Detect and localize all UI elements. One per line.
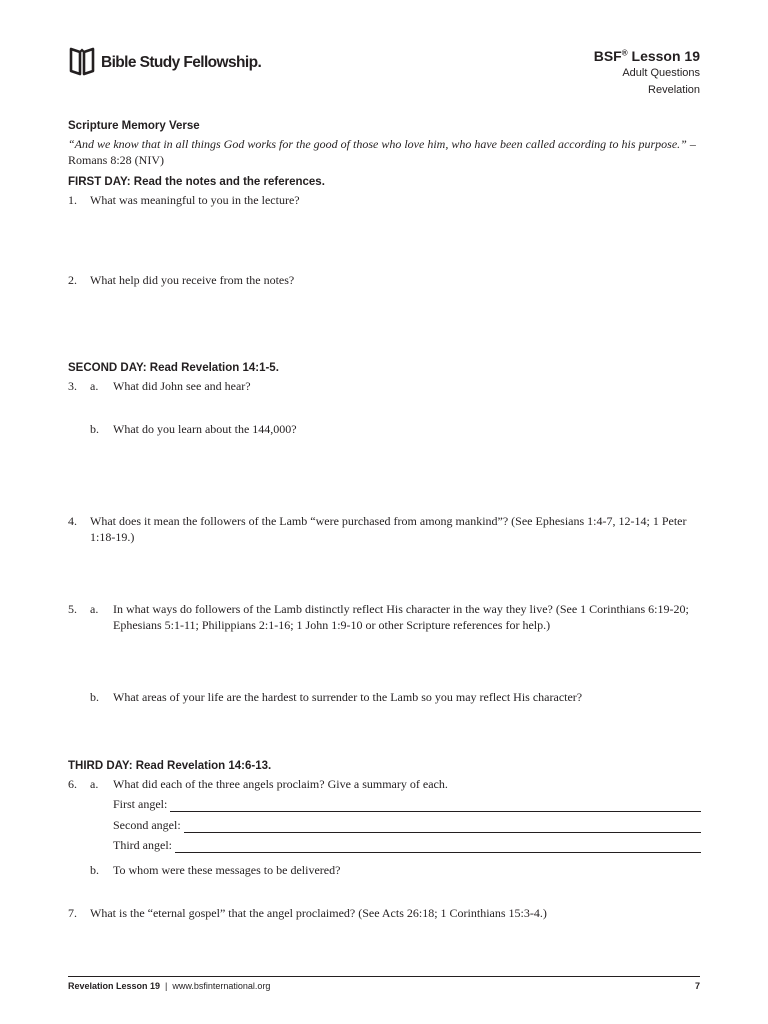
question-7-number: 7.	[68, 906, 77, 920]
question-6a-text: What did each of the three angels proclaim? Give a summary of each.	[113, 777, 448, 791]
question-2-number: 2.	[68, 273, 77, 287]
question-5-number: 5.	[68, 602, 77, 616]
question-5b-label: b.	[90, 690, 99, 704]
question-3a-label: a.	[90, 379, 99, 393]
page-number: 7	[694, 981, 700, 991]
question-1-number: 1.	[68, 193, 77, 207]
first-angel-label: First angel:	[113, 797, 168, 811]
first-angel-row	[113, 797, 701, 812]
first-angel-answer-line[interactable]	[170, 799, 701, 812]
question-5a-text: In what ways do followers of the Lamb distinctly reflect His character in the way they live? (See 1 Corinthians 6:19-20; Ephesians 5:1-11; Philippians 2:1-16; 1 John 1:9-10 or other Scripture references for help.)	[113, 602, 689, 632]
question-3a-text: What did John see and hear?	[113, 379, 251, 393]
question-4-number: 4.	[68, 514, 77, 528]
question-7-text: What is the “eternal gospel” that the angel proclaimed? (See Acts 26:18; 1 Corinthians 15:3-4.)	[90, 906, 547, 920]
open-book-icon	[68, 44, 96, 76]
question-6-number: 6.	[68, 777, 77, 791]
lesson-subtitle-audience: Adult Questions	[622, 67, 700, 79]
bsf-logo	[68, 44, 261, 76]
footer-lesson-info: Revelation Lesson 19 | www.bsfinternational.org	[68, 981, 271, 991]
footer-divider	[68, 976, 700, 977]
question-3b-text: What do you learn about the 144,000?	[113, 422, 297, 436]
second-day-heading: SECOND DAY: Read Revelation 14:1-5.	[68, 362, 279, 374]
question-1-text: What was meaningful to you in the lecture?	[90, 193, 300, 207]
lesson-subtitle-book: Revelation	[648, 84, 700, 96]
question-5b-text: What areas of your life are the hardest to surrender to the Lamb so you may reflect His character?	[113, 690, 583, 704]
footer-url[interactable]: www.bsfinternational.org	[172, 981, 271, 991]
lesson-title: BSF® Lesson 19	[593, 48, 700, 64]
memory-verse-heading: Scripture Memory Verse	[68, 120, 200, 132]
third-angel-answer-line[interactable]	[175, 840, 701, 853]
question-4-text: What does it mean the followers of the Lamb “were purchased from among mankind”? (See Ephesians 1:4-7, 12-14; 1 Peter 1:18-19.)	[90, 514, 687, 544]
question-3-number: 3.	[68, 379, 77, 393]
third-angel-label: Third angel:	[113, 838, 172, 852]
second-angel-answer-line[interactable]	[184, 820, 701, 833]
question-2-text: What help did you receive from the notes?	[90, 273, 295, 287]
third-angel-row	[113, 838, 701, 853]
question-5a-label: a.	[90, 602, 99, 616]
question-6a-label: a.	[90, 777, 99, 791]
question-3b-label: b.	[90, 422, 99, 436]
memory-verse-text: “And we know that in all things God works for the good of those who love him, who have been called according to his purpose.” – Romans 8:28 (NIV)	[68, 137, 696, 167]
second-angel-label: Second angel:	[113, 818, 181, 832]
logo-wordmark: Bible Study Fellowship.	[101, 54, 262, 71]
question-6b-label: b.	[90, 863, 99, 877]
question-6b-text: To whom were these messages to be delivered?	[113, 863, 341, 877]
first-day-heading: FIRST DAY: Read the notes and the references.	[68, 176, 325, 188]
second-angel-row	[113, 818, 701, 833]
third-day-heading: THIRD DAY: Read Revelation 14:6-13.	[68, 760, 272, 772]
